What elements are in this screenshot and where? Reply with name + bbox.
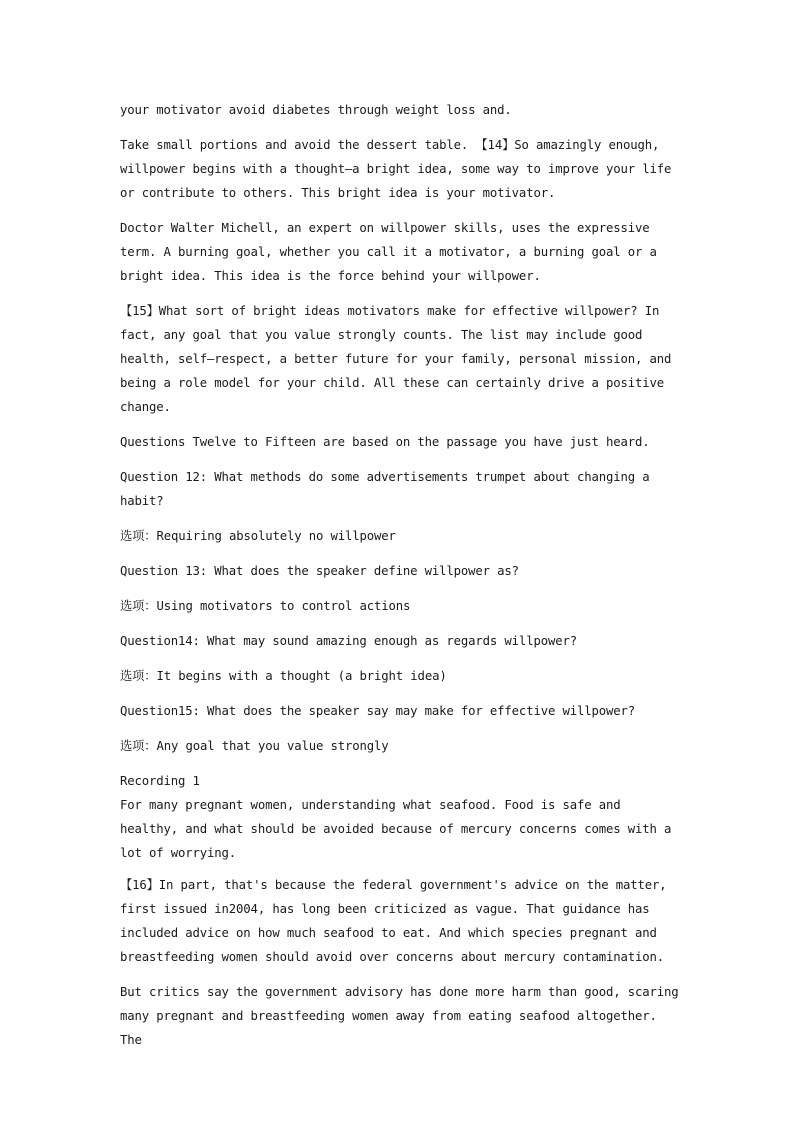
- paragraph-16: 【16】In part, that's because the federal government's advice on the matter, first issued in2004, has long been criticized as vague. That guidance has included advice on how much seafood to eat. And which species pregnant and breastfeeding women should avoid over concerns about mercury contamination.: [120, 878, 667, 964]
- question-14: Question14: What may sound amazing enough as regards willpower?: [120, 634, 577, 648]
- answer-15: 选项：Any goal that you value strongly: [120, 739, 389, 753]
- paragraph-1: your motivator avoid diabetes through weight loss and.: [120, 103, 512, 117]
- recording-body: For many pregnant women, understanding what seafood. Food is safe and healthy, and what should be avoided because of mercury concerns comes with a lot of worrying.: [120, 798, 672, 860]
- questions-intro: Questions Twelve to Fifteen are based on the passage you have just heard.: [120, 435, 650, 449]
- question-15: Question15: What does the speaker say may make for effective willpower?: [120, 704, 635, 718]
- document-page: [120, 98, 680, 1063]
- answer-12: 选项：Requiring absolutely no willpower: [120, 529, 396, 543]
- question-13: Question 13: What does the speaker define willpower as?: [120, 564, 519, 578]
- paragraph-3: Doctor Walter Michell, an expert on willpower skills, uses the expressive term. A burning goal, whether you call it a motivator, a burning goal or a bright idea. This idea is the force behind your willpower.: [120, 221, 657, 283]
- answer-13: 选项：Using motivators to control actions: [120, 599, 411, 613]
- recording-section: [120, 769, 680, 865]
- paragraph-4: 【15】What sort of bright ideas motivators make for effective willpower? In fact, any goal that you value strongly counts. The list may include good health, self—respect, a better future for your family, personal mission, and being a role model for your child. All these can certainly drive a positive change.: [120, 304, 672, 414]
- paragraph-2: Take small portions and avoid the dessert table. 【14】So amazingly enough, willpower begins with a thought—a bright idea, some way to improve your life or contribute to others. This bright idea is your motivator.: [120, 138, 672, 200]
- answer-14: 选项：It begins with a thought (a bright idea): [120, 669, 447, 683]
- paragraph-17: But critics say the government advisory has done more harm than good, scaring many pregnant and breastfeeding women away from eating seafood altogether. The: [120, 985, 679, 1047]
- question-12: Question 12: What methods do some advertisements trumpet about changing a habit?: [120, 470, 650, 508]
- recording-title: Recording 1: [120, 774, 200, 788]
